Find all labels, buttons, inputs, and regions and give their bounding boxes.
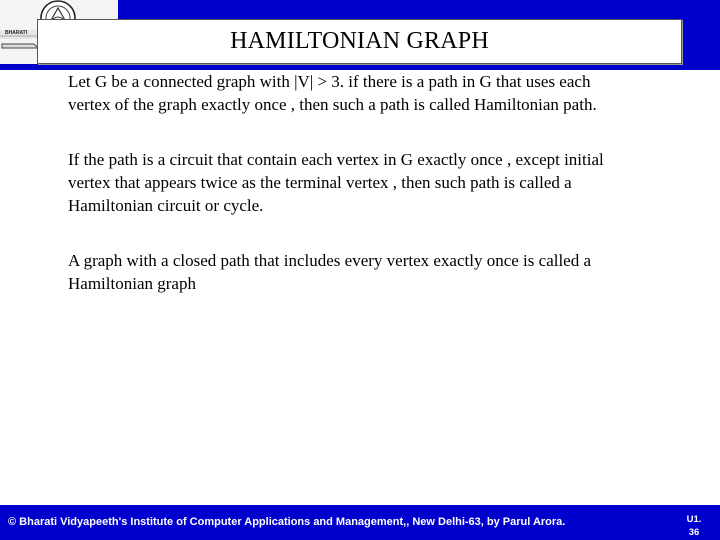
paragraph-line: If the path is a circuit that contain each vertex in G exactly once , except initial [68, 150, 604, 169]
page-title: HAMILTONIAN GRAPH [230, 28, 489, 54]
paragraph-line: vertex that appears twice as the terminal vertex , then such path is called a [68, 173, 572, 192]
footer-copyright: © Bharati Vidyapeeth's Institute of Computer Applications and Management,, New Delhi-63, by Parul Arora. [8, 516, 566, 528]
slide-number [682, 513, 706, 539]
paragraph-line: vertex of the graph exactly once , then such a path is called Hamiltonian path. [68, 95, 597, 114]
paragraph-hamiltonian-graph [68, 249, 688, 295]
paragraph-line: Hamiltonian graph [68, 274, 196, 293]
footer-bar [0, 505, 720, 540]
paragraph-hamiltonian-circuit [68, 148, 688, 217]
paragraph-hamiltonian-path [68, 70, 688, 116]
slide-page: 36 [688, 527, 700, 538]
slide-unit: U1. [686, 514, 702, 525]
title-box [37, 19, 682, 64]
logo-text: BHARATI [5, 30, 28, 36]
paragraph-line: Let G be a connected graph with |V| > 3. if there is a path in G that uses each [68, 72, 591, 91]
paragraph-line: Hamiltonian circuit or cycle. [68, 196, 264, 215]
paragraph-line: A graph with a closed path that includes every vertex exactly once is called a [68, 251, 592, 270]
